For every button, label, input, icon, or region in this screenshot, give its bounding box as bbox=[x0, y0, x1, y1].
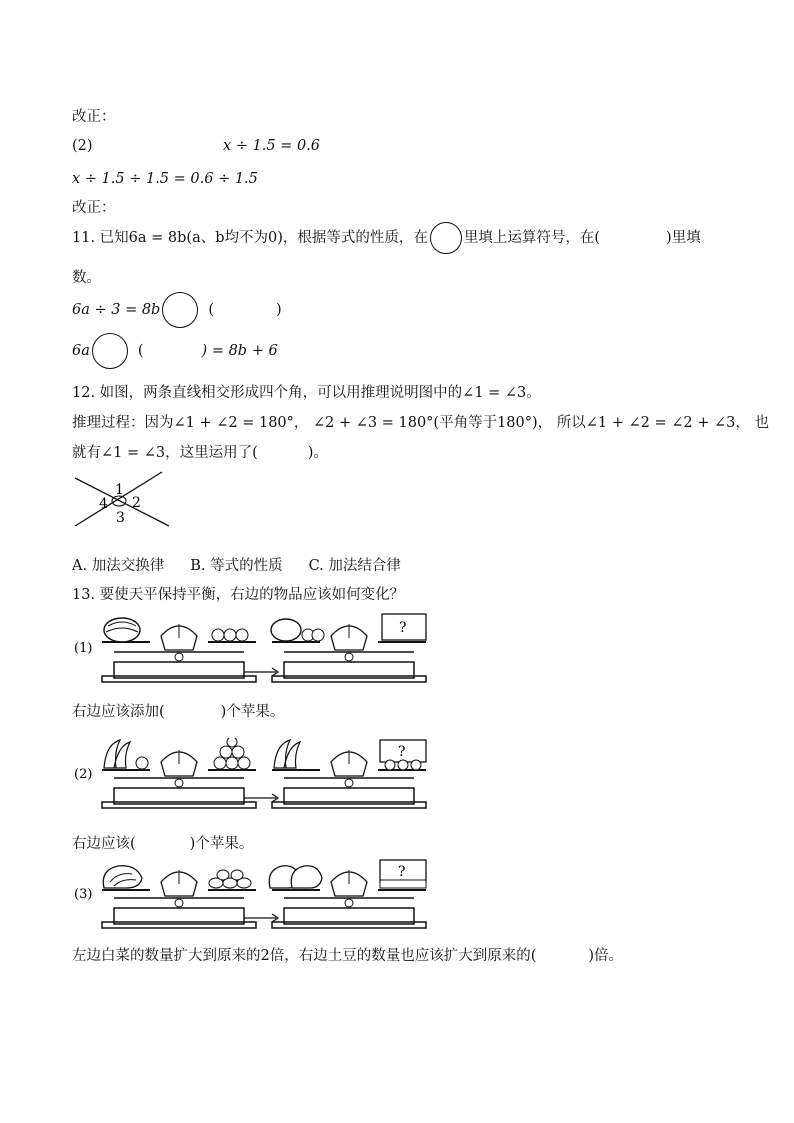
option-b[interactable]: B. 等式的性质 bbox=[190, 558, 283, 574]
scale-label: (1) bbox=[74, 641, 93, 656]
balance-scale-right bbox=[271, 614, 426, 682]
correction-label: 改正： bbox=[72, 200, 116, 216]
apple-icon bbox=[212, 629, 224, 641]
q11-text-b: 里填上运算符号，在( bbox=[463, 230, 601, 246]
intersecting-lines-figure bbox=[70, 470, 174, 532]
q11-text-d: 数。 bbox=[72, 270, 101, 286]
q11-text-c: )里填 bbox=[666, 230, 701, 246]
answer-text: )个苹果。 bbox=[220, 704, 285, 720]
item2-work: x ÷ 1.5 ÷ 1.5 = 0.6 ÷ 1.5 bbox=[72, 171, 258, 187]
correction-label: 改正： bbox=[72, 109, 116, 125]
q13-text: 13. 要使天平保持平衡，右边的物品应该如何变化？ bbox=[72, 587, 405, 603]
q11-text-a: 11. 已知6a = 8b(a、b均不为0)，根据等式的性质，在 bbox=[72, 230, 428, 246]
q11-row2-left: 6a bbox=[72, 343, 90, 359]
balance-figure-3 bbox=[72, 858, 432, 936]
apple-icon bbox=[312, 629, 324, 641]
q13-answer-1 bbox=[72, 702, 284, 722]
balance-scale-left bbox=[102, 738, 256, 808]
balance-scale-right bbox=[272, 740, 426, 808]
answer-text: 右边应该( bbox=[72, 836, 136, 852]
apple-icon bbox=[226, 757, 238, 769]
item2-equation: x ÷ 1.5 = 0.6 bbox=[223, 138, 321, 154]
paren-open: ( bbox=[208, 302, 215, 318]
q12-options bbox=[72, 556, 401, 576]
balance-figure-1 bbox=[72, 612, 432, 690]
paren-close: ) bbox=[276, 302, 282, 318]
apple-icon bbox=[398, 760, 408, 770]
blank-circle[interactable] bbox=[162, 292, 198, 328]
paren-open: ( bbox=[137, 343, 144, 359]
q11-row1-left: 6a ÷ 3 = 8b bbox=[72, 302, 161, 318]
potato-icon bbox=[217, 870, 229, 880]
option-a[interactable]: A. 加法交换律 bbox=[72, 558, 165, 574]
q13-answer-3 bbox=[72, 946, 623, 966]
answer-text: )倍。 bbox=[588, 948, 624, 964]
apple-icon bbox=[385, 760, 395, 770]
angle-label-3: 3 bbox=[116, 510, 125, 526]
apple-icon bbox=[214, 757, 226, 769]
balance-scale-left bbox=[102, 866, 256, 928]
apple-icon bbox=[227, 738, 237, 747]
scale-label: (2) bbox=[74, 767, 93, 782]
q11-row2-right: ) = 8b + 6 bbox=[201, 343, 278, 359]
q12-text-3b: )。 bbox=[307, 445, 328, 461]
apple-icon bbox=[220, 746, 232, 758]
question-mark: ? bbox=[399, 620, 407, 636]
q12-text-1: 12. 如图，两条直线相交形成四个角，可以用推理说明图中的∠1 = ∠3。 bbox=[72, 385, 541, 401]
banana-icon bbox=[104, 740, 130, 768]
option-c[interactable]: C. 加法结合律 bbox=[308, 558, 401, 574]
q12-text-2: 推理过程：因为∠1 + ∠2 = 180°， ∠2 + ∠3 = 180°(平角等于180°)， 所以∠1 + ∠2 = ∠2 + ∠3， 也 bbox=[72, 415, 769, 431]
q11-row1 bbox=[72, 300, 282, 320]
apple-icon bbox=[236, 629, 248, 641]
balance-scale-left bbox=[102, 618, 256, 682]
balance-figure-2 bbox=[72, 738, 432, 816]
q11-row2 bbox=[72, 341, 278, 361]
answer-text: )个苹果。 bbox=[189, 836, 254, 852]
balance-scale-right bbox=[269, 860, 426, 928]
question-mark: ? bbox=[398, 744, 406, 760]
apple-icon bbox=[136, 757, 148, 769]
apple-icon bbox=[238, 757, 250, 769]
q12-text-3 bbox=[72, 443, 328, 463]
angle-label-2: 2 bbox=[132, 495, 141, 511]
apple-icon bbox=[224, 629, 236, 641]
watermelon-icon bbox=[271, 619, 301, 641]
answer-text: 右边应该添加( bbox=[72, 704, 165, 720]
q13-answer-2 bbox=[72, 834, 253, 854]
potato-row-icon bbox=[380, 880, 426, 888]
item2-label: (2) bbox=[72, 138, 93, 154]
apple-icon bbox=[232, 746, 244, 758]
question-mark: ? bbox=[398, 864, 406, 880]
q11-text-line1 bbox=[72, 228, 701, 248]
banana-icon bbox=[274, 740, 300, 768]
apple-icon bbox=[411, 760, 421, 770]
q12-text-3a: 就有∠1 = ∠3，这里运用了( bbox=[72, 445, 258, 461]
blank-circle[interactable] bbox=[430, 222, 462, 254]
blank-circle[interactable] bbox=[92, 333, 128, 369]
scale-label: (3) bbox=[74, 887, 93, 902]
angle-label-4: 4 bbox=[99, 496, 108, 512]
potato-icon bbox=[231, 870, 243, 880]
angle-label-1: 1 bbox=[115, 482, 124, 498]
answer-text: 左边白菜的数量扩大到原来的2倍，右边土豆的数量也应该扩大到原来的( bbox=[72, 948, 537, 964]
cabbage-icon bbox=[103, 866, 142, 888]
